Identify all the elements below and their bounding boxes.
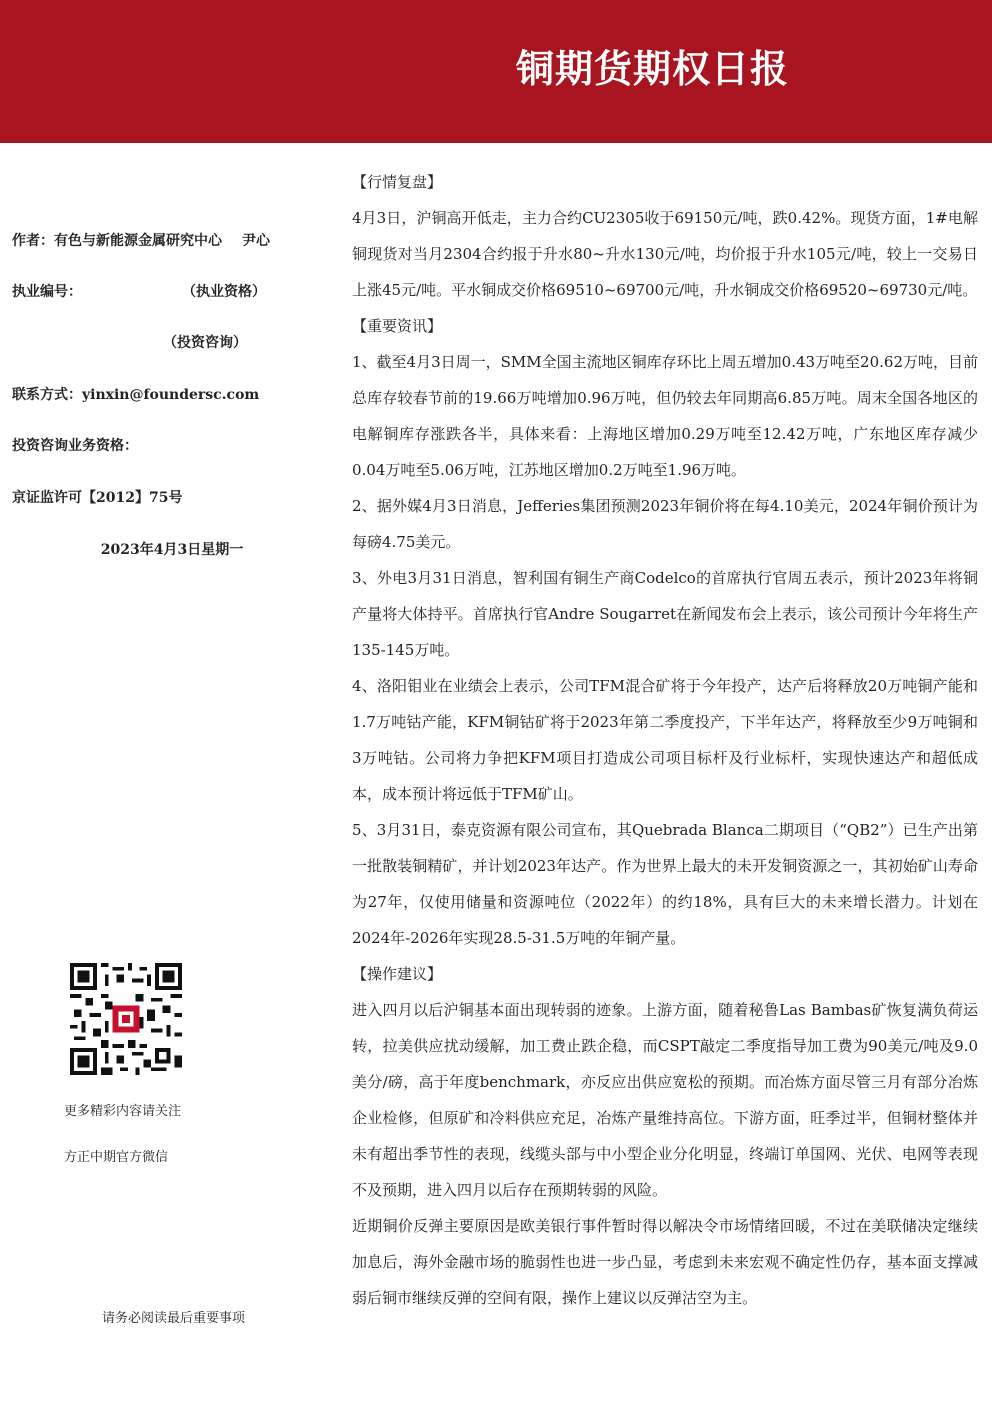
section-title-strategy: 【操作建议】 [352, 965, 443, 983]
footer-note: 请务必阅读最后重要事项 [102, 1311, 246, 1326]
author-value: 有色与新能源金属研究中心 [54, 233, 222, 249]
contact-line [12, 384, 259, 404]
news-item-3: 3、外电3月31日消息，智利国有铜生产商Codelco的首席执行官周五表示，预计2023年将铜产量将大体持平。首席执行官Andre Sougarret在新闻发布会上表示，该公司预计今年将生产135-145万吨。 [352, 569, 978, 659]
license-line [12, 281, 266, 301]
sidebar [0, 143, 345, 1403]
license-label: 执业编号： [12, 284, 82, 300]
author-label: 作者： [12, 233, 54, 249]
report-header [0, 0, 992, 143]
qr-note-2: 方正中期官方微信 [64, 1150, 169, 1165]
license-type-1: （执业资格） [182, 284, 266, 300]
license-type-2: （投资咨询） [163, 335, 247, 351]
qr-code-icon[interactable] [70, 963, 182, 1075]
news-item-4: 4、洛阳钼业在业绩会上表示，公司TFM混合矿将于今年投产，达产后将释放20万吨铜产能和1.7万吨钴产能，KFM铜钴矿将于2023年第二季度投产，下半年达产，将释放至少9万吨铜和3万吨钴。公司将力争把KFM项目打造成公司项目标杆及行业标杆，实现快速达产和超低成本，成本预计将远低于TFM矿山。 [352, 677, 978, 803]
strategy-paragraph-1: 进入四月以后沪铜基本面出现转弱的迹象。上游方面，随着秘鲁Las Bambas矿恢复满负荷运转，拉美供应扰动缓解，加工费止跌企稳，而CSPT敲定二季度指导加工费为90美元/吨及9.0美分/磅，高于年度benchmark，亦反应出供应宽松的预期。而冶炼方面尽管三月有部分冶炼企业检修，但原矿和冷料供应充足，冶炼产量维持高位。下游方面，旺季过半，但铜材整体并未有超出季节性的表现，线缆头部与中小型企业分化明显，终端订单国网、光伏、电网等表现不及预期，进入四月以后存在预期转弱的风险。 [352, 1001, 978, 1199]
report-date: 2023年4月3日星期一 [100, 542, 244, 558]
contact-label: 联系方式： [12, 387, 82, 403]
report-title: 铜期货期权日报 [516, 47, 790, 91]
section-title-key-news: 【重要资讯】 [352, 317, 443, 335]
author-line [12, 230, 270, 250]
qualification-value: 京证监许可【2012】75号 [12, 490, 183, 506]
qr-note-1: 更多精彩内容请关注 [64, 1104, 182, 1119]
news-item-2: 2、据外媒4月3日消息，Jefferies集团预测2023年铜价将在每4.10美元，2024年铜价预计为每磅4.75美元。 [352, 497, 978, 551]
author-name: 尹心 [242, 233, 270, 249]
strategy-paragraph-2: 近期铜价反弹主要原因是欧美银行事件暂时得以解决令市场情绪回暖，不过在美联储决定继续加息后，海外金融市场的脆弱性也进一步凸显，考虑到未来宏观不确定性仍存，基本面支撑减弱后铜市继续反弹的空间有限，操作上建议以反弹沽空为主。 [352, 1217, 978, 1307]
market-review-paragraph: 4月3日，沪铜高开低走，主力合约CU2305收于69150元/吨，跌0.42%。现货方面，1#电解铜现货对当月2304合约报于升水80~升水130元/吨，均价报于升水105元/吨，较上一交易日上涨45元/吨。平水铜成交价格69510~69700元/吨，升水铜成交价格69520~69730元/吨。 [352, 209, 978, 299]
contact-email[interactable]: yinxin@foundersc.com [82, 387, 260, 403]
qualification-label: 投资咨询业务资格： [12, 438, 138, 454]
report-body [352, 164, 978, 1316]
section-title-market-review: 【行情复盘】 [352, 173, 443, 191]
news-item-1: 1、截至4月3日周一，SMM全国主流地区铜库存环比上周五增加0.43万吨至20.62万吨，目前总库存较春节前的19.66万吨增加0.96万吨，但仍较去年同期高6.85万吨。周末全国各地区的电解铜库存涨跌各半，具体来看：上海地区增加0.29万吨至12.42万吨，广东地区库存减少0.04万吨至5.06万吨，江苏地区增加0.2万吨至1.96万吨。 [352, 353, 978, 479]
news-item-5: 5、3月31日，泰克资源有限公司宣布，其Quebrada Blanca二期项目（“QB2”）已生产出第一批散装铜精矿，并计划2023年达产。作为世界上最大的未开发铜资源之一，其初始矿山寿命为27年，仅使用储量和资源吨位（2022年）的约18%，具有巨大的未来增长潜力。计划在2024年-2026年实现28.5-31.5万吨的年铜产量。 [352, 821, 978, 947]
